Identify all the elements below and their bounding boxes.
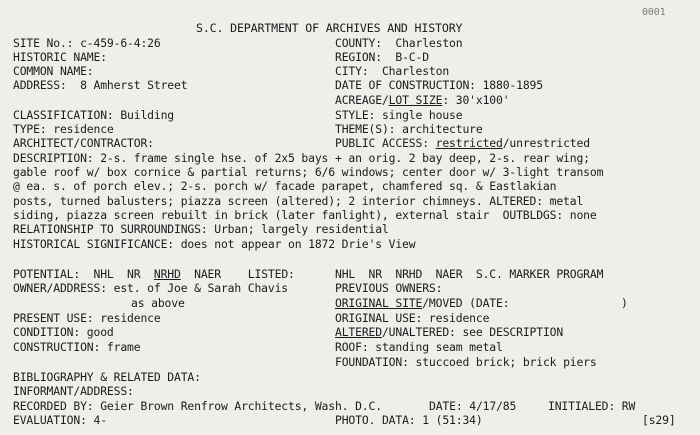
construction: CONSTRUCTION: frame bbox=[13, 340, 141, 354]
architect-contractor: ARCHITECT/CONTRACTOR: bbox=[13, 136, 154, 150]
historical-significance: HISTORICAL SIGNIFICANCE: does not appear on 1872 Drie's View bbox=[13, 237, 416, 251]
bibliography: BIBLIOGRAPHY & RELATED DATA: bbox=[13, 370, 201, 384]
description-line: gable roof w/ box cornice & partial returns; 6/6 windows; center door w/ 3-light transom bbox=[13, 165, 604, 179]
owner-address-continued: as above bbox=[131, 296, 185, 310]
card-number: [s29] bbox=[642, 413, 676, 427]
corner-number: 0001 bbox=[642, 7, 666, 18]
classification: CLASSIFICATION: Building bbox=[13, 108, 174, 122]
public-access-rest: /unrestricted bbox=[502, 136, 590, 150]
photo-data: PHOTO. DATA: 1 (51:34) bbox=[335, 413, 483, 427]
potential-rest: NAER bbox=[180, 267, 221, 281]
potential-prefix: POTENTIAL: NHL NR bbox=[13, 267, 154, 281]
description-line: posts, turned balusters; piazza screen (altered); 2 interior chimneys. ALTERED: metal bbox=[13, 194, 584, 208]
description-line: @ ea. s. of porch elev.; 2-s. porch w/ facade parapet, chamfered sq. & Eastlakian bbox=[13, 179, 557, 193]
style: STYLE: single house bbox=[335, 108, 463, 122]
public-access bbox=[335, 137, 590, 150]
original-site-moved bbox=[335, 297, 509, 310]
evaluation: EVALUATION: 4- bbox=[13, 413, 107, 427]
potential bbox=[13, 268, 295, 281]
public-access-prefix: PUBLIC ACCESS: bbox=[335, 136, 436, 150]
description-line: siding, piazza screen rebuilt in brick (later fanlight), external stair OUTBLDGS: none bbox=[13, 208, 597, 222]
acreage-value: : 30'x100' bbox=[442, 93, 510, 107]
common-name: COMMON NAME: bbox=[13, 64, 94, 78]
description-line: DESCRIPTION: 2-s. frame single hse. of 2x5 bays + an orig. 2 bay deep, 2-s. rear wing; bbox=[13, 151, 590, 165]
relationship-to-surroundings: RELATIONSHIP TO SURROUNDINGS: Urban; largely residential bbox=[13, 222, 389, 236]
unaltered-description: /UNALTERED: see DESCRIPTION bbox=[381, 325, 564, 339]
department-title: S.C. DEPARTMENT OF ARCHIVES AND HISTORY bbox=[196, 21, 463, 35]
moved-date-close: ) bbox=[621, 296, 628, 310]
recorded-by: RECORDED BY: Geier Brown Renfrow Architects, Wash. D.C. bbox=[13, 399, 382, 413]
potential-selected: NRHD bbox=[153, 267, 181, 281]
foundation: FOUNDATION: stuccoed brick; brick piers bbox=[335, 355, 597, 369]
address: ADDRESS: 8 Amherst Street bbox=[13, 78, 188, 92]
historic-name: HISTORIC NAME: bbox=[13, 50, 107, 64]
city: CITY: Charleston bbox=[335, 64, 450, 78]
initialed: INITIALED: RW bbox=[548, 399, 636, 413]
themes: THEME(S): architecture bbox=[335, 122, 483, 136]
county: COUNTY: Charleston bbox=[335, 36, 463, 50]
listed-values: NHL NR NRHD NAER S.C. MARKER PROGRAM bbox=[335, 267, 604, 281]
altered-unaltered bbox=[335, 326, 563, 339]
date-of-construction: DATE OF CONSTRUCTION: 1880-1895 bbox=[335, 78, 543, 92]
listed-label: LISTED: bbox=[220, 267, 295, 281]
original-site-selected: ORIGINAL SITE bbox=[335, 296, 423, 310]
present-use: PRESENT USE: residence bbox=[13, 311, 161, 325]
owner-address: OWNER/ADDRESS: est. of Joe & Sarah Chavis bbox=[13, 281, 289, 295]
altered-selected: ALTERED bbox=[335, 325, 382, 339]
acreage-prefix: ACREAGE/ bbox=[335, 93, 389, 107]
condition: CONDITION: good bbox=[13, 325, 114, 339]
public-access-selected: restricted bbox=[435, 136, 503, 150]
previous-owners: PREVIOUS OWNERS: bbox=[335, 281, 443, 295]
original-use: ORIGINAL USE: residence bbox=[335, 311, 490, 325]
site-number: SITE No.: c-459-6-4:26 bbox=[13, 36, 161, 50]
region: REGION: B-C-D bbox=[335, 50, 429, 64]
informant-address: INFORMANT/ADDRESS: bbox=[13, 384, 134, 398]
moved-date: /MOVED (DATE: bbox=[422, 296, 510, 310]
recorded-date: DATE: 4/17/85 bbox=[429, 399, 517, 413]
building-type: TYPE: residence bbox=[13, 122, 114, 136]
acreage-lot-size bbox=[335, 94, 509, 107]
roof: ROOF: standing seam metal bbox=[335, 340, 503, 354]
lot-size-selected: LOT SIZE bbox=[388, 93, 443, 107]
